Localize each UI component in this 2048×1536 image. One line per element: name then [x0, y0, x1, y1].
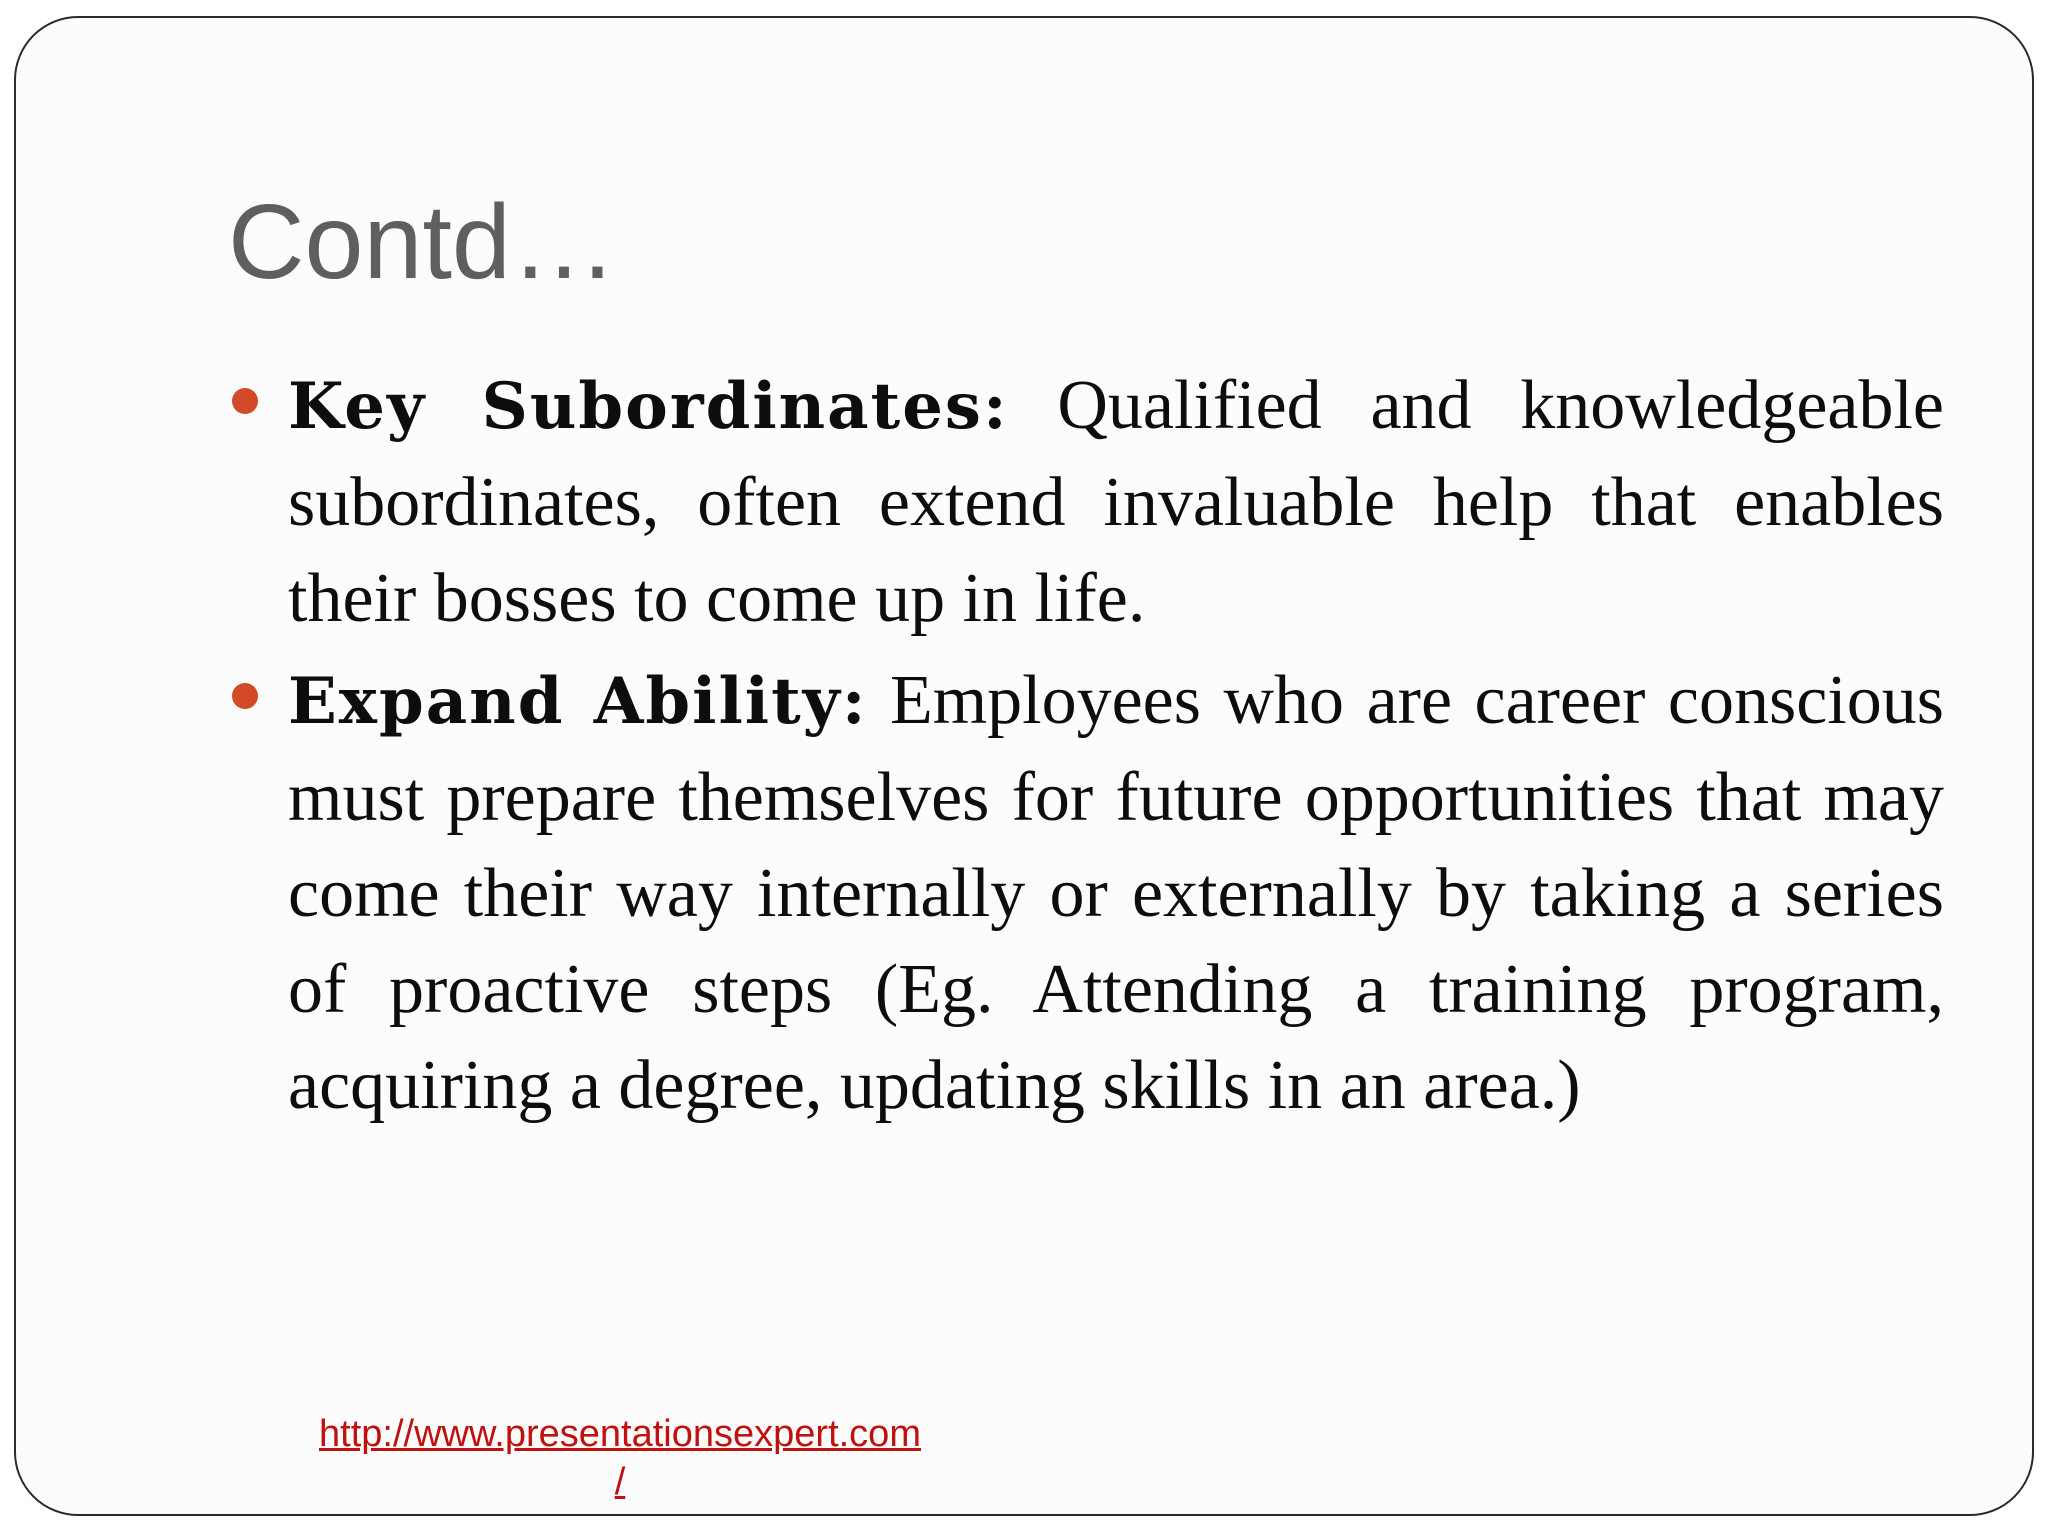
bullet-dot-icon	[232, 683, 258, 709]
bullet-text: Qualified and knowledgeable subordinates, often extend invaluable help that enables their bosses to come up in life.	[288, 367, 1945, 637]
footer-link-line2[interactable]: /	[614, 1461, 626, 1503]
bullet-text: Employees who are career conscious must prepare themselves for future opportunities that may come their way internally or externally by taking a series of proactive steps (Eg. Attending a training program, acquiring a degree, updating skills in an area.)	[288, 662, 1944, 1124]
bullet-item-key-subordinates	[288, 358, 1944, 647]
footer-link-line1[interactable]: http://www.presentationsexpert.com	[319, 1413, 921, 1455]
bullet-term: Expand Ability:	[288, 664, 868, 739]
footer-link[interactable]	[280, 1410, 960, 1506]
slide-title: Contd…	[228, 183, 617, 301]
bullet-list	[288, 358, 1944, 1140]
bullet-item-expand-ability	[288, 653, 1944, 1134]
slide-frame	[14, 16, 2034, 1516]
bullet-dot-icon	[232, 388, 258, 414]
bullet-term: Key Subordinates:	[288, 369, 1009, 444]
